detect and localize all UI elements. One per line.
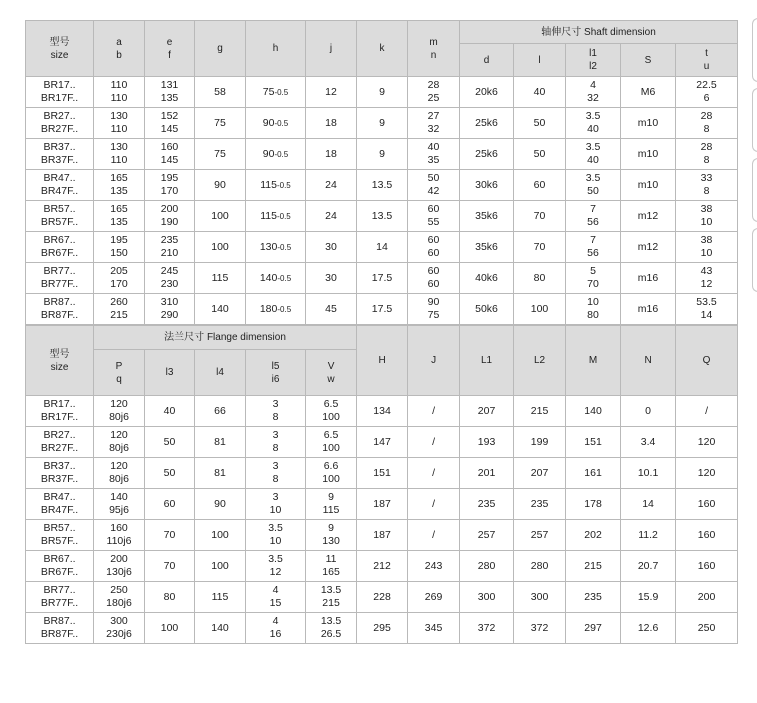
tu-cell: 38 10 [676,232,738,263]
mn-cell: 27 32 [408,108,460,139]
l3-cell: 70 [145,551,195,582]
vw-cell: 6.5 100 [306,396,357,427]
table-row [26,294,738,325]
col-k: k [357,21,408,77]
model-cell: BR77.. BR77F.. [26,582,94,613]
table-row [26,489,738,520]
L2-cell: 207 [514,458,566,489]
shaft-dimension-table [25,20,738,325]
model-cell: BR37.. BR37F.. [26,458,94,489]
tu-cell: 33 8 [676,170,738,201]
l3-cell: 60 [145,489,195,520]
l3-cell: 70 [145,520,195,551]
ef-cell: 160 145 [145,139,195,170]
M-cell: 297 [566,613,621,644]
s-cell: m10 [621,170,676,201]
H-cell: 151 [357,458,408,489]
d-cell: 50k6 [460,294,514,325]
mn-cell: 60 60 [408,263,460,294]
J-cell: / [408,489,460,520]
l5l6-cell: 4 16 [246,613,306,644]
table-row [26,170,738,201]
side-tab[interactable] [752,228,757,292]
Q-cell: 160 [676,551,738,582]
tu-cell: 22.5 6 [676,77,738,108]
model-cell: BR47.. BR47F.. [26,170,94,201]
table-row [26,458,738,489]
h-cell: 115-0.5 [246,201,306,232]
ab-cell: 195 150 [94,232,145,263]
L1-cell: 235 [460,489,514,520]
ef-cell: 131 135 [145,77,195,108]
col-l4: l4 [195,350,246,396]
ef-cell: 195 170 [145,170,195,201]
table-row [26,232,738,263]
pq-cell: 120 80j6 [94,396,145,427]
g-cell: 115 [195,263,246,294]
table-row [26,263,738,294]
col-J: J [408,326,460,396]
l-cell: 50 [514,108,566,139]
s-cell: m16 [621,294,676,325]
M-cell: 140 [566,396,621,427]
l-cell: 40 [514,77,566,108]
model-header: 型号 size [26,326,94,396]
d-cell: 30k6 [460,170,514,201]
H-cell: 295 [357,613,408,644]
table-row [26,77,738,108]
model-cell: BR17.. BR17F.. [26,396,94,427]
mn-cell: 50 42 [408,170,460,201]
L1-cell: 257 [460,520,514,551]
side-tab[interactable] [752,88,757,152]
j-cell: 18 [306,139,357,170]
s-cell: m12 [621,232,676,263]
j-cell: 30 [306,232,357,263]
H-cell: 212 [357,551,408,582]
L1-cell: 207 [460,396,514,427]
s-cell: m10 [621,139,676,170]
ab-cell: 130 110 [94,139,145,170]
g-cell: 100 [195,232,246,263]
M-cell: 151 [566,427,621,458]
model-cell: BR87.. BR87F.. [26,613,94,644]
j-cell: 18 [306,108,357,139]
H-cell: 187 [357,520,408,551]
col-L1: L1 [460,326,514,396]
model-cell: BR77.. BR77F.. [26,263,94,294]
d-cell: 35k6 [460,201,514,232]
pq-cell: 160 110j6 [94,520,145,551]
g-cell: 58 [195,77,246,108]
H-cell: 134 [357,396,408,427]
vw-cell: 9 115 [306,489,357,520]
J-cell: 269 [408,582,460,613]
table-row [26,520,738,551]
j-cell: 30 [306,263,357,294]
L1-cell: 193 [460,427,514,458]
pq-cell: 200 130j6 [94,551,145,582]
Q-cell: 120 [676,427,738,458]
H-cell: 228 [357,582,408,613]
h-cell: 90-0.5 [246,139,306,170]
mn-cell: 90 75 [408,294,460,325]
ab-cell: 110 110 [94,77,145,108]
model-cell: BR47.. BR47F.. [26,489,94,520]
l1l2-cell: 10 80 [566,294,621,325]
table-row [26,108,738,139]
header-row [26,21,738,44]
col-L2: L2 [514,326,566,396]
L1-cell: 201 [460,458,514,489]
col-N: N [621,326,676,396]
l5l6-cell: 3.5 12 [246,551,306,582]
col-h: h [246,21,306,77]
model-header: 型号 size [26,21,94,77]
N-cell: 20.7 [621,551,676,582]
L1-cell: 300 [460,582,514,613]
flange-dimension-header: 法兰尺寸 Flange dimension [94,326,357,350]
col-l1l2: l1 l2 [566,44,621,77]
model-cell: BR37.. BR37F.. [26,139,94,170]
col-Q: Q [676,326,738,396]
s-cell: m10 [621,108,676,139]
M-cell: 202 [566,520,621,551]
g-cell: 90 [195,170,246,201]
l5l6-cell: 3 10 [246,489,306,520]
j-cell: 12 [306,77,357,108]
Q-cell: 250 [676,613,738,644]
vw-cell: 6.6 100 [306,458,357,489]
tu-cell: 53.5 14 [676,294,738,325]
j-cell: 45 [306,294,357,325]
mn-cell: 28 25 [408,77,460,108]
col-d: d [460,44,514,77]
table-row [26,427,738,458]
j-cell: 24 [306,201,357,232]
M-cell: 215 [566,551,621,582]
l1l2-cell: 3.5 50 [566,170,621,201]
H-cell: 147 [357,427,408,458]
col-ef: e f [145,21,195,77]
side-tab[interactable] [752,18,757,82]
s-cell: m16 [621,263,676,294]
pq-cell: 300 230j6 [94,613,145,644]
col-l5l6: l5 i6 [246,350,306,396]
l5l6-cell: 3 8 [246,396,306,427]
j-cell: 24 [306,170,357,201]
col-l: l [514,44,566,77]
L2-cell: 372 [514,613,566,644]
l-cell: 80 [514,263,566,294]
L2-cell: 215 [514,396,566,427]
l-cell: 50 [514,139,566,170]
model-cell: BR57.. BR57F.. [26,520,94,551]
k-cell: 13.5 [357,170,408,201]
h-cell: 75-0.5 [246,77,306,108]
J-cell: / [408,396,460,427]
col-g: g [195,21,246,77]
l1l2-cell: 3.5 40 [566,139,621,170]
l-cell: 100 [514,294,566,325]
d-cell: 35k6 [460,232,514,263]
g-cell: 75 [195,139,246,170]
model-cell: BR17.. BR17F.. [26,77,94,108]
d-cell: 40k6 [460,263,514,294]
l3-cell: 100 [145,613,195,644]
l4-cell: 100 [195,551,246,582]
shaft-dimension-header: 轴伸尺寸 Shaft dimension [460,21,738,44]
k-cell: 13.5 [357,201,408,232]
ab-cell: 165 135 [94,170,145,201]
dimension-tables [25,20,737,644]
h-cell: 140-0.5 [246,263,306,294]
H-cell: 187 [357,489,408,520]
l5l6-cell: 4 15 [246,582,306,613]
table-row [26,396,738,427]
ef-cell: 235 210 [145,232,195,263]
l5l6-cell: 3 8 [246,458,306,489]
model-cell: BR67.. BR67F.. [26,232,94,263]
k-cell: 17.5 [357,294,408,325]
table-row [26,201,738,232]
mn-cell: 60 60 [408,232,460,263]
table-row [26,139,738,170]
l5l6-cell: 3 8 [246,427,306,458]
model-cell: BR57.. BR57F.. [26,201,94,232]
header-row [26,326,738,350]
M-cell: 178 [566,489,621,520]
model-cell: BR27.. BR27F.. [26,427,94,458]
vw-cell: 13.5 26.5 [306,613,357,644]
J-cell: 345 [408,613,460,644]
l1l2-cell: 4 32 [566,77,621,108]
l4-cell: 81 [195,458,246,489]
ef-cell: 310 290 [145,294,195,325]
l4-cell: 81 [195,427,246,458]
ab-cell: 260 215 [94,294,145,325]
pq-cell: 120 80j6 [94,458,145,489]
h-cell: 115-0.5 [246,170,306,201]
l-cell: 60 [514,170,566,201]
J-cell: 243 [408,551,460,582]
col-s: S [621,44,676,77]
L2-cell: 257 [514,520,566,551]
ab-cell: 165 135 [94,201,145,232]
pq-cell: 140 95j6 [94,489,145,520]
col-ab: a b [94,21,145,77]
ef-cell: 245 230 [145,263,195,294]
vw-cell: 11 165 [306,551,357,582]
model-cell: BR67.. BR67F.. [26,551,94,582]
k-cell: 17.5 [357,263,408,294]
Q-cell: 160 [676,489,738,520]
M-cell: 161 [566,458,621,489]
vw-cell: 9 130 [306,520,357,551]
l4-cell: 100 [195,520,246,551]
l4-cell: 115 [195,582,246,613]
col-mn: m n [408,21,460,77]
pq-cell: 120 80j6 [94,427,145,458]
l-cell: 70 [514,232,566,263]
mn-cell: 60 55 [408,201,460,232]
mn-cell: 40 35 [408,139,460,170]
ab-cell: 130 110 [94,108,145,139]
table-row [26,582,738,613]
N-cell: 15.9 [621,582,676,613]
N-cell: 11.2 [621,520,676,551]
tu-cell: 28 8 [676,139,738,170]
table-row [26,551,738,582]
N-cell: 14 [621,489,676,520]
l-cell: 70 [514,201,566,232]
l3-cell: 50 [145,427,195,458]
s-cell: M6 [621,77,676,108]
k-cell: 9 [357,77,408,108]
l3-cell: 50 [145,458,195,489]
J-cell: / [408,427,460,458]
h-cell: 90-0.5 [246,108,306,139]
l1l2-cell: 7 56 [566,232,621,263]
l4-cell: 66 [195,396,246,427]
L2-cell: 199 [514,427,566,458]
l3-cell: 40 [145,396,195,427]
g-cell: 140 [195,294,246,325]
J-cell: / [408,458,460,489]
h-cell: 130-0.5 [246,232,306,263]
ab-cell: 205 170 [94,263,145,294]
col-j: j [306,21,357,77]
l5l6-cell: 3.5 10 [246,520,306,551]
N-cell: 12.6 [621,613,676,644]
side-tab[interactable] [752,158,757,222]
col-vw: V w [306,350,357,396]
Q-cell: 120 [676,458,738,489]
L1-cell: 372 [460,613,514,644]
l4-cell: 140 [195,613,246,644]
s-cell: m12 [621,201,676,232]
L2-cell: 300 [514,582,566,613]
model-cell: BR87.. BR87F.. [26,294,94,325]
tu-cell: 28 8 [676,108,738,139]
N-cell: 0 [621,396,676,427]
ef-cell: 200 190 [145,201,195,232]
l4-cell: 90 [195,489,246,520]
h-cell: 180-0.5 [246,294,306,325]
table-row [26,613,738,644]
g-cell: 75 [195,108,246,139]
d-cell: 25k6 [460,139,514,170]
col-tu: t u [676,44,738,77]
d-cell: 25k6 [460,108,514,139]
g-cell: 100 [195,201,246,232]
k-cell: 14 [357,232,408,263]
flange-dimension-table [25,325,738,644]
l1l2-cell: 7 56 [566,201,621,232]
vw-cell: 13.5 215 [306,582,357,613]
Q-cell: / [676,396,738,427]
tu-cell: 38 10 [676,201,738,232]
k-cell: 9 [357,108,408,139]
k-cell: 9 [357,139,408,170]
col-H: H [357,326,408,396]
l1l2-cell: 5 70 [566,263,621,294]
M-cell: 235 [566,582,621,613]
Q-cell: 160 [676,520,738,551]
vw-cell: 6.5 100 [306,427,357,458]
L2-cell: 235 [514,489,566,520]
L1-cell: 280 [460,551,514,582]
N-cell: 10.1 [621,458,676,489]
col-M: M [566,326,621,396]
pq-cell: 250 180j6 [94,582,145,613]
l1l2-cell: 3.5 40 [566,108,621,139]
tu-cell: 43 12 [676,263,738,294]
col-pq: P q [94,350,145,396]
L2-cell: 280 [514,551,566,582]
ef-cell: 152 145 [145,108,195,139]
Q-cell: 200 [676,582,738,613]
col-l3: l3 [145,350,195,396]
model-cell: BR27.. BR27F.. [26,108,94,139]
N-cell: 3.4 [621,427,676,458]
J-cell: / [408,520,460,551]
d-cell: 20k6 [460,77,514,108]
l3-cell: 80 [145,582,195,613]
